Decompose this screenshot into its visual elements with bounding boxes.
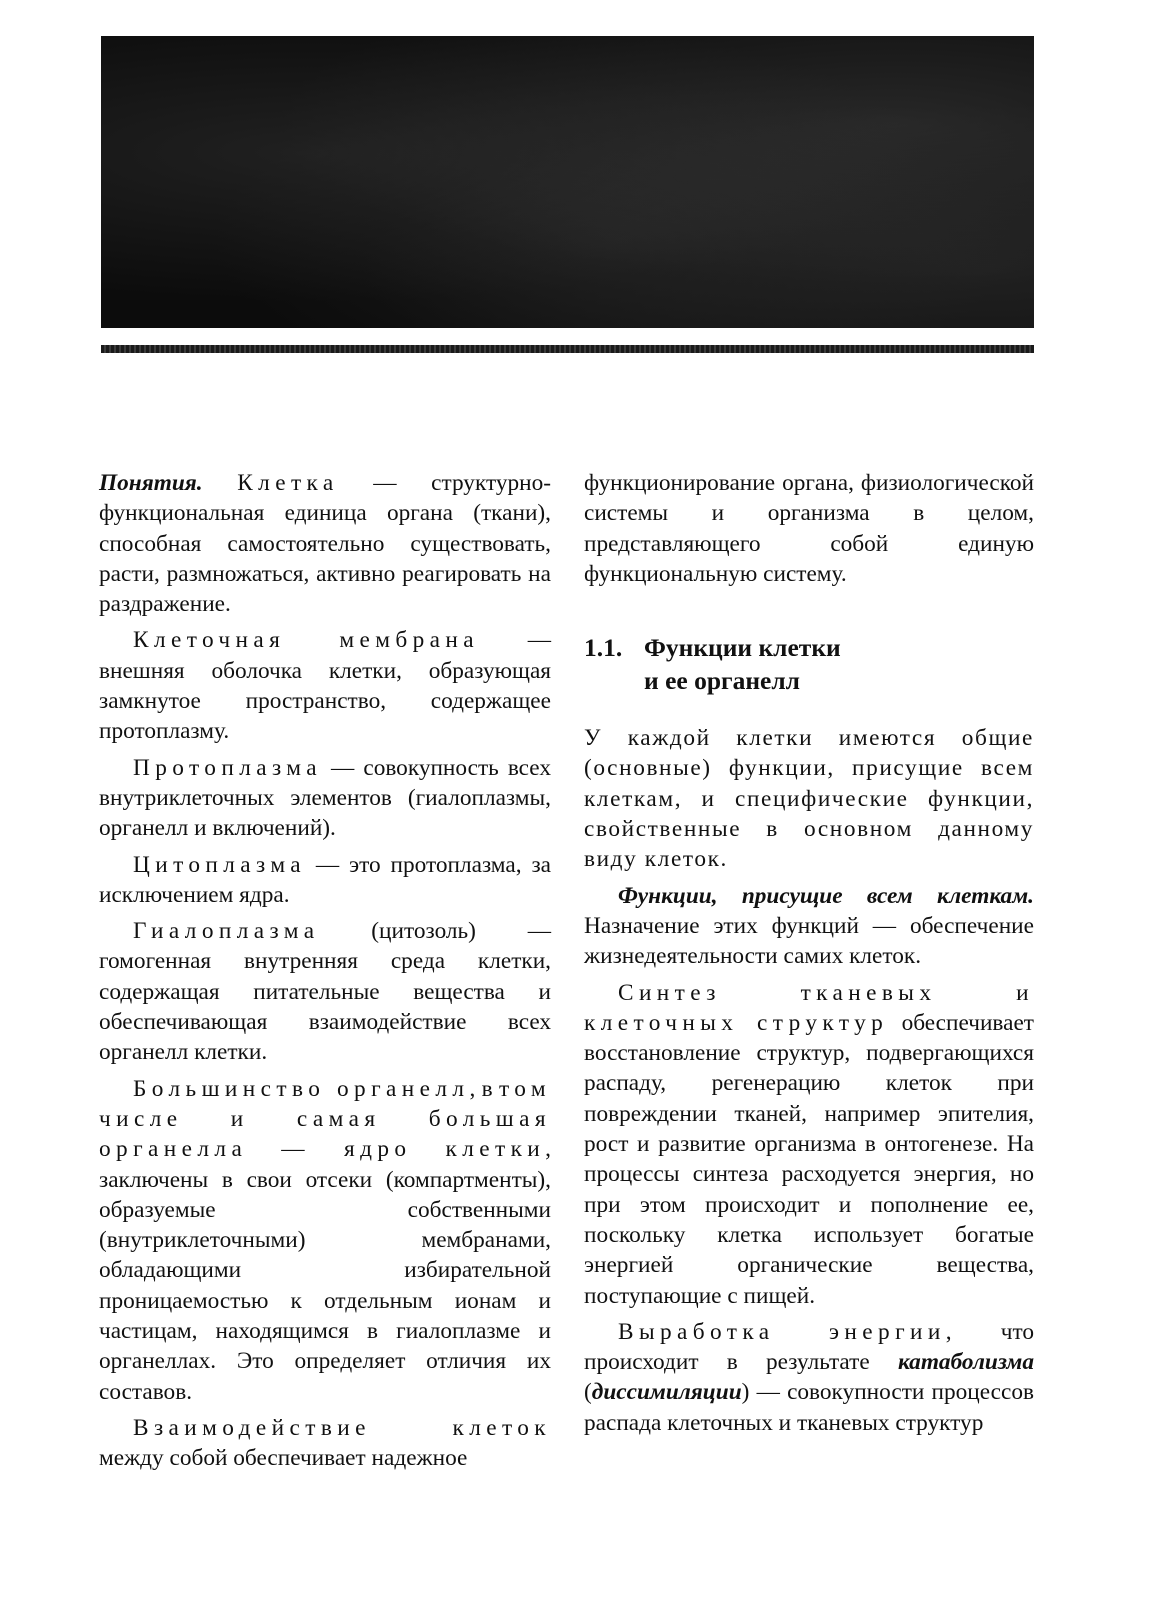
lead-term: Понятия. — [99, 470, 203, 496]
term: Клетка — [237, 470, 339, 496]
paragraph-text: ( — [584, 1379, 592, 1406]
paragraph-text: ) — совокупности процессов распада клеточных и тканевых структур — [584, 1379, 1034, 1436]
paragraph-text: — это протоплазма, за исключением ядра. — [99, 851, 551, 908]
term: Гиалоплазма — [133, 918, 320, 945]
paragraph-interaction — [99, 1413, 551, 1474]
paragraph-cytoplasm — [99, 850, 551, 911]
term: том числе и самая большая органелла — ядро клетки — [99, 1075, 551, 1163]
paragraph-text: Назначение этих функций — обеспечение жизнедеятельности самих клеток. — [584, 912, 1034, 970]
term: Протоплазма — [133, 754, 322, 781]
paragraph-text: между собой обеспечивает надежное — [99, 1445, 468, 1472]
paragraph-organelles — [99, 1074, 551, 1407]
lead-term: Функции, присущие всем клеткам. — [618, 882, 1034, 909]
section-title-line1: Функции клетки — [644, 633, 841, 663]
catabolism-term: катаболизма — [897, 1349, 1034, 1376]
paragraph-text: (цитозоль) — гомогенная внутренняя среда клетки, содержащая питательные вещества и обеспечивающая взаимодействие всех органелл клетки. — [99, 918, 551, 1066]
paragraph-synthesis — [584, 978, 1034, 1311]
paragraph-energy — [584, 1317, 1034, 1438]
term: Клеточная мембрана — [133, 627, 480, 654]
paragraph-text: — внешняя оболочка клетки, образующая замкнутое пространство, содержащее протоплазму. — [99, 627, 551, 745]
paragraph-hyaloplasm — [99, 916, 551, 1067]
paragraph-text: , в — [469, 1075, 499, 1102]
section-heading — [584, 631, 1034, 697]
paragraph-text: — структурно-функциональная единица органа (ткани), способная самостоятельно существовать, расти, размножаться, активно реагировать на раздражение. — [99, 470, 552, 618]
paragraph-continuation: функционирование органа, физиологической системы и организма в целом, представляющего собой единую функциональную систему. — [584, 470, 1034, 587]
paragraph-concepts — [99, 468, 551, 619]
paragraph-text: , заключены в свои отсеки (компартменты), образуемые собственными (внутриклеточными) мембранами, обладающими избирательной проницаемостью к отдельным ионам и частицам, находящимся в гиалоплазме и органеллах. Это определяет отличия их составов. — [99, 1136, 551, 1405]
paragraph-intro: У каждой клетки имеются общие (основные) функции, присущие всем клеткам, и специфические функции, свойственные в основном данному виду клеток. — [584, 725, 1034, 873]
term: Цитоплазма — [133, 851, 307, 878]
term: Большинство органелл — [133, 1075, 470, 1102]
term: Выработка энергии — [618, 1318, 946, 1345]
paragraph-text: , что происходит в результате — [584, 1318, 1035, 1376]
paragraph-membrane — [99, 625, 551, 746]
paragraph-text: — совокупность всех внутриклеточных элементов (гиалоплазмы, органелл и включений). — [99, 754, 551, 842]
paragraph-protoplasm — [99, 753, 551, 844]
paragraph-common-functions — [584, 881, 1034, 972]
header-rule — [101, 345, 1034, 353]
right-column — [584, 468, 1034, 1444]
header-photo — [101, 36, 1034, 328]
section-number: 1.1. — [584, 633, 623, 663]
paragraph-text: обеспечивает восстановление структур, подвергающихся распаду, регенерацию клеток при повреждении тканей, например эпителия, рост и развитие организма в онтогенезе. На процессы синтеза расходуется энергия, но при этом происходит и пополнение ее, поскольку клетка использует богатые энергией органические вещества, поступающие с пищей. — [584, 1009, 1034, 1309]
term: Взаимодействие клеток — [133, 1414, 551, 1441]
term: Синтез тканевых и клеточных структур — [584, 979, 1034, 1036]
left-column — [99, 468, 551, 1480]
section-title-line2: и ее органелл — [644, 666, 800, 696]
dissimilation-term: диссимиляции — [591, 1379, 742, 1406]
